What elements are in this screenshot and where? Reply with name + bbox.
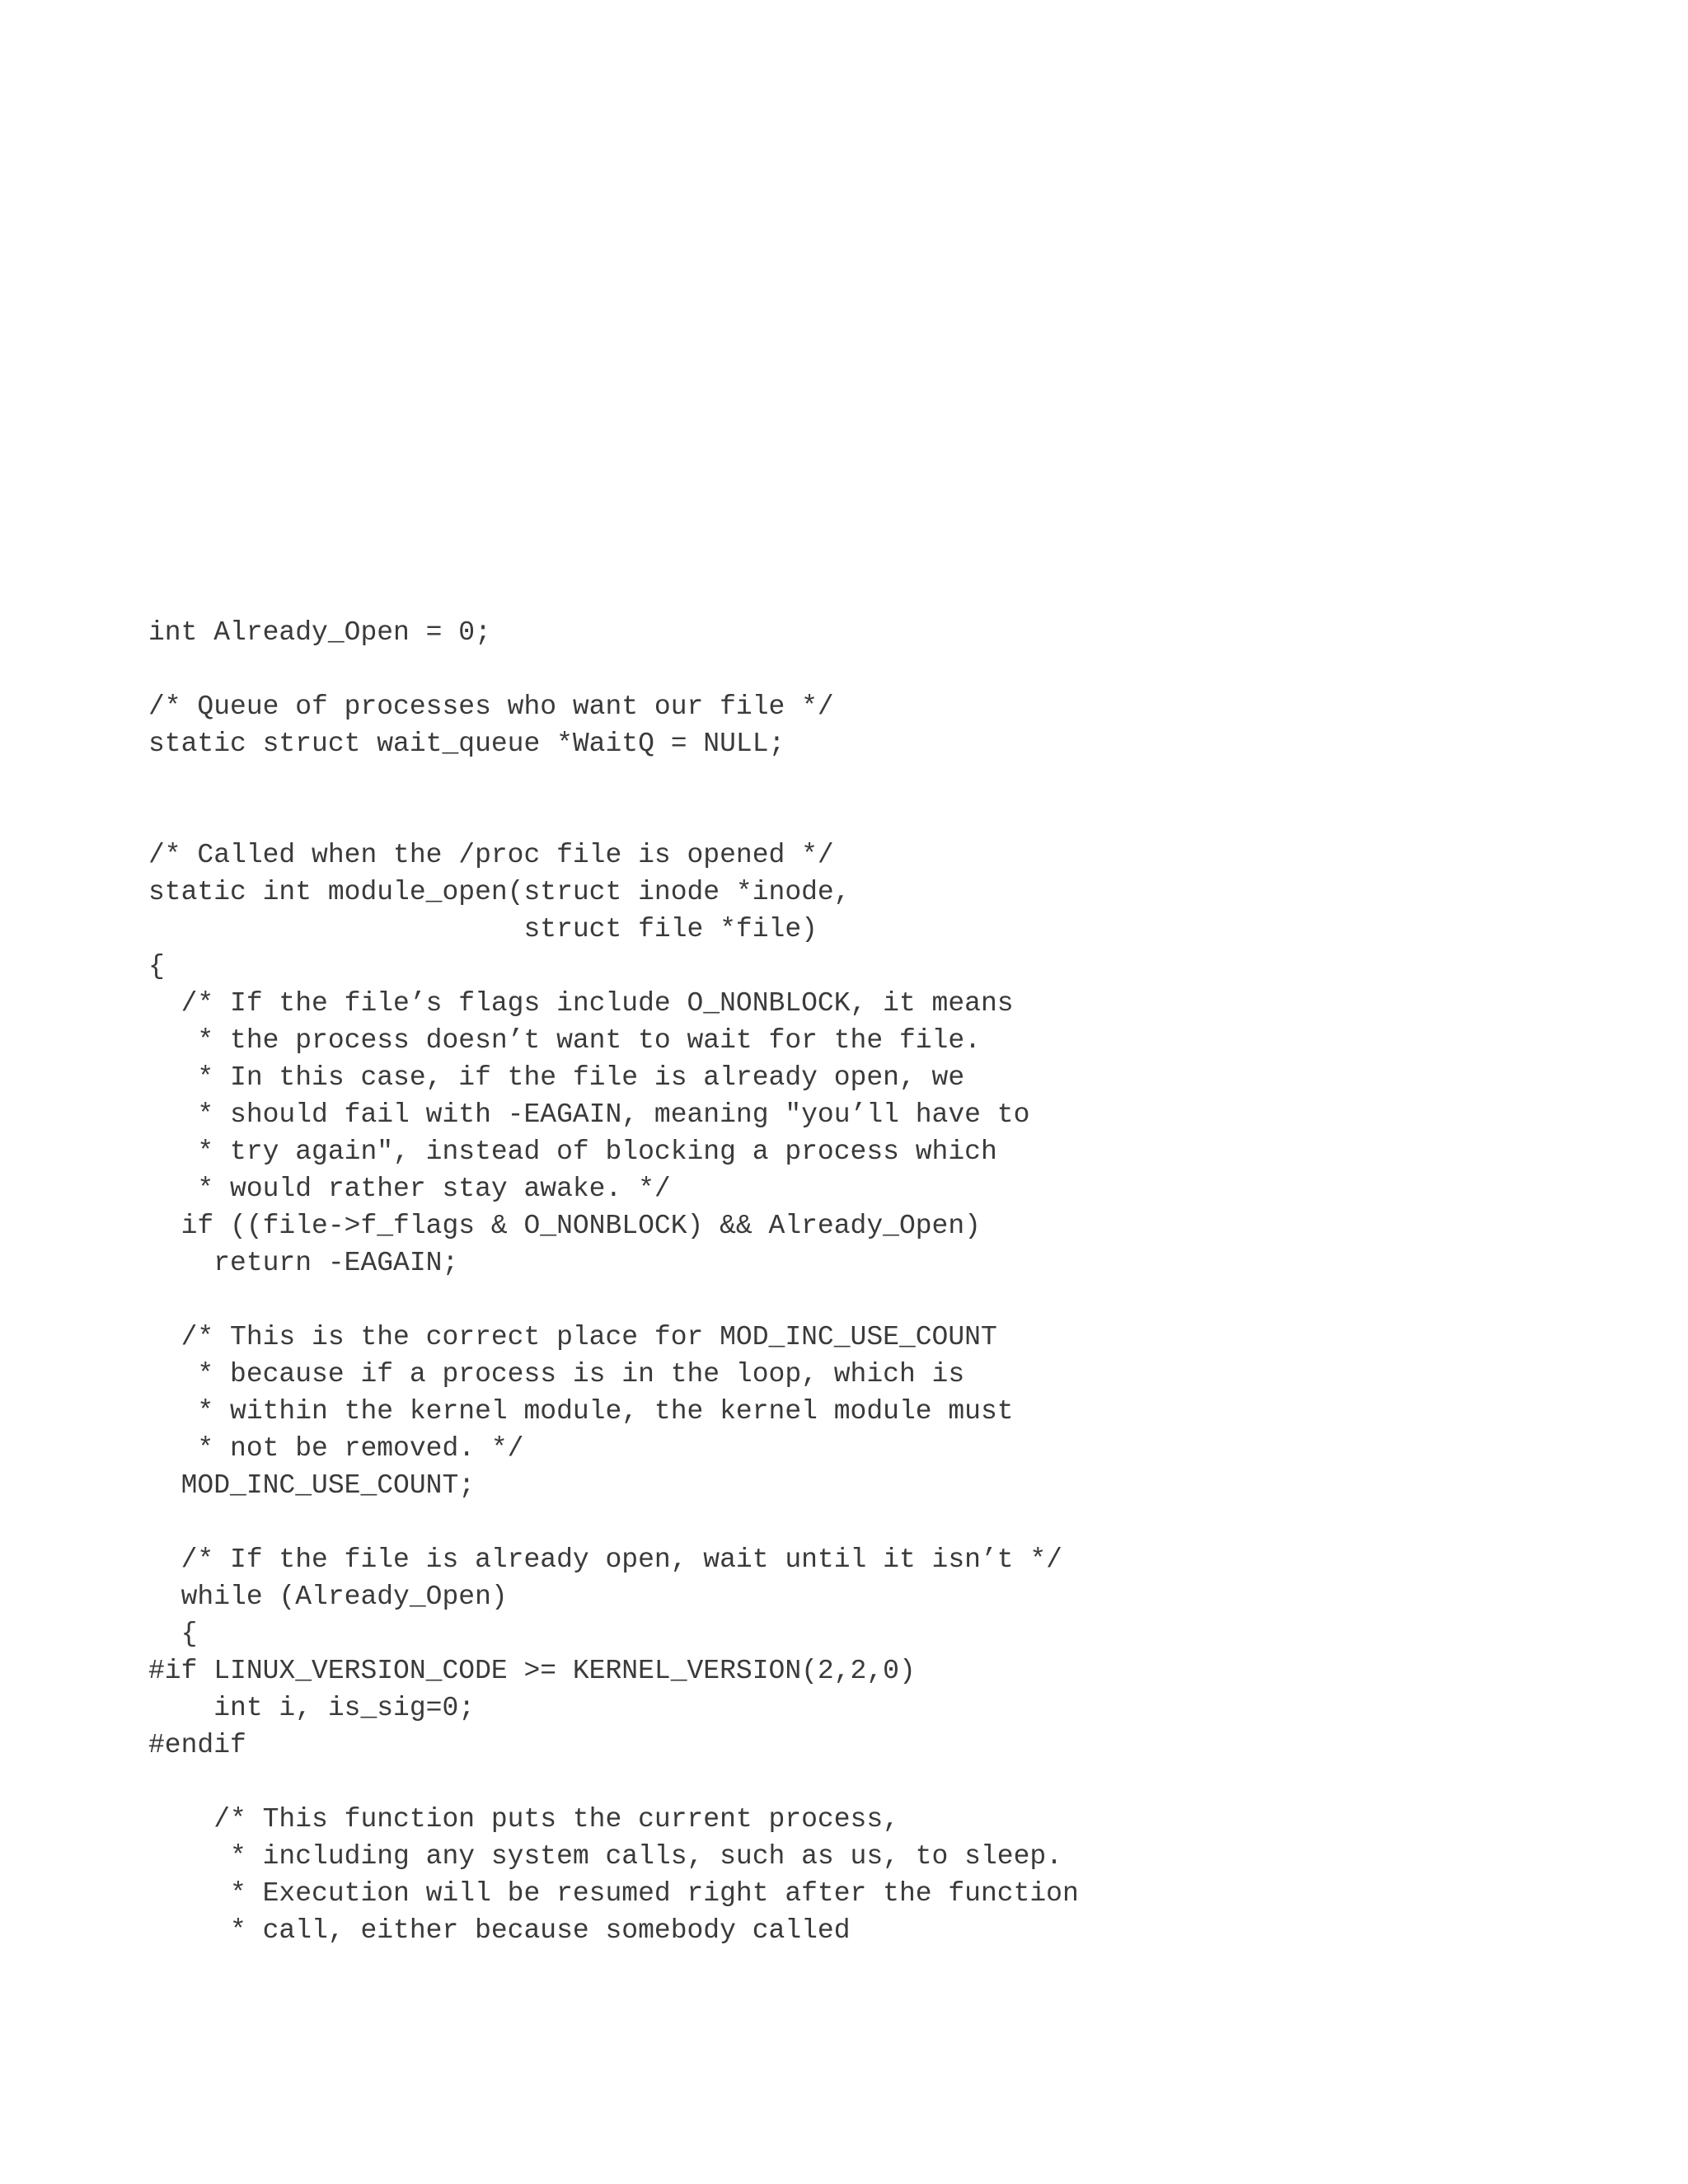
code-line: * In this case, if the file is already open, we	[148, 1062, 965, 1093]
code-line: if ((file->f_flags & O_NONBLOCK) && Already_Open)	[148, 1211, 981, 1241]
code-line	[148, 799, 1079, 837]
code-line: /* Called when the /proc file is opened */	[148, 840, 834, 870]
code-line	[148, 1282, 1079, 1319]
code-line	[148, 651, 1079, 688]
code-line: /* This is the correct place for MOD_INC_USE_COUNT	[148, 1322, 997, 1352]
code-line: #endif	[148, 1730, 246, 1760]
code-line	[148, 1764, 1079, 1801]
code-line: {	[148, 951, 165, 982]
code-line: while (Already_Open)	[148, 1582, 508, 1612]
code-line: * within the kernel module, the kernel module must	[148, 1396, 1014, 1427]
code-listing	[148, 614, 1079, 1949]
code-line: * try again", instead of blocking a process which	[148, 1137, 997, 1167]
code-line: * the process doesn’t want to wait for the file.	[148, 1025, 981, 1056]
code-line: * should fail with -EAGAIN, meaning "you’ll have to	[148, 1099, 1030, 1130]
code-line: /* Queue of processes who want our file */	[148, 691, 834, 722]
code-line: * call, either because somebody called	[148, 1915, 851, 1946]
code-line: {	[148, 1619, 198, 1649]
code-line	[148, 762, 1079, 799]
code-line: int Already_Open = 0;	[148, 617, 491, 648]
code-line: /* This function puts the current process,	[148, 1804, 899, 1835]
code-line: int i, is_sig=0;	[148, 1693, 476, 1723]
code-line: /* If the file is already open, wait until it isn’t */	[148, 1544, 1062, 1575]
code-line: * Execution will be resumed right after the function	[148, 1878, 1079, 1909]
code-line: * not be removed. */	[148, 1433, 524, 1464]
code-line	[148, 1504, 1079, 1541]
code-line: /* If the file’s flags include O_NONBLOCK, it means	[148, 988, 1014, 1019]
code-line: static struct wait_queue *WaitQ = NULL;	[148, 729, 785, 759]
code-line: struct file *file)	[148, 914, 818, 944]
code-line: * would rather stay awake. */	[148, 1174, 671, 1204]
code-line: return -EAGAIN;	[148, 1248, 459, 1278]
code-line: static int module_open(struct inode *inode,	[148, 877, 851, 907]
code-line: * including any system calls, such as us, to sleep.	[148, 1841, 1062, 1872]
code-line: #if LINUX_VERSION_CODE >= KERNEL_VERSION(2,2,0)	[148, 1656, 916, 1686]
code-line: MOD_INC_USE_COUNT;	[148, 1470, 476, 1501]
code-line: * because if a process is in the loop, which is	[148, 1359, 965, 1390]
